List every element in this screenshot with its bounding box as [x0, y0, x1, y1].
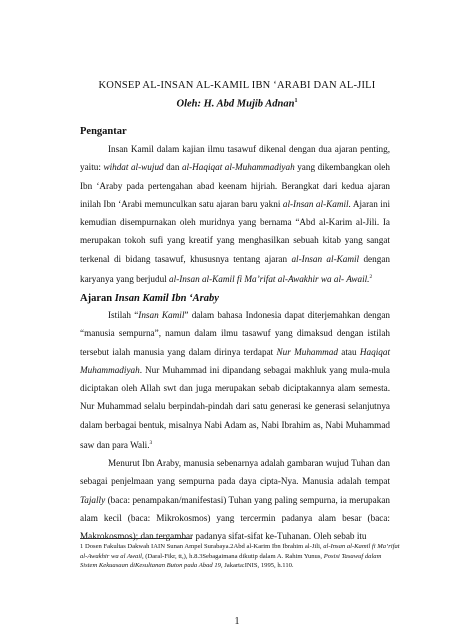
heading-part-1: Ajaran	[80, 293, 115, 304]
footnotes	[80, 542, 400, 571]
text-line: Muhammadiyah. Nur Muhammad ini dipandang sebagai makhluk yang mula-mula	[80, 364, 390, 375]
paragraph-ajaran-1	[80, 306, 390, 454]
author-name: Oleh: H. Abd Mujib Adnan	[176, 98, 295, 110]
heading-part-2: Insan Kamil Ibn ‘Araby	[114, 293, 219, 304]
text-line: merupakan tokoh sufi yang kreatif yang menghasilkan sebuah kitab yang sangat	[80, 235, 390, 246]
text-line: Ibn ‘Araby pada pertengahan abad keenam hijriah. Berangkat dari kedua ajaran	[80, 180, 390, 191]
author-line	[0, 98, 474, 110]
text-line: Tajally (baca: penampakan/manifestasi) Tuhan yang paling sempurna, ia merupakan	[80, 494, 390, 505]
text-line: diciptakan oleh Allah swt dan juga merupakan sebab diciptakannya alam semesta.	[80, 383, 390, 394]
footnote-separator	[80, 538, 192, 539]
text-line: Makrokosmos); dan tergambar padanya sifat-sifat ke-Tuhanan. Oleh sebab itu	[80, 531, 367, 542]
text-line: “manusia sempurna”, namun dalam ilmu tasawuf yang dimaksud dengan istilah	[80, 328, 390, 339]
text-line: tersebut ialah manusia yang dalam dirinya terdapat Nur Muhammad atau Haqiqat	[80, 346, 390, 357]
text-line: alam kecil (baca: Mikrokosmos) yang tercermin padanya alam besar (baca:	[80, 512, 390, 523]
text-line: karyanya yang berjudul al-Insan al-Kamil fi Ma’rifat al-Awakhir wa al- Awail.$^2$	[80, 274, 373, 285]
text-line: Nur Muhammad selalu berpindah-pindah dari satu generasi ke generasi selanjutnya	[80, 401, 390, 412]
text-line: sebagai penjelmaan yang sempurna pada daya cipta-Nya. Manusia adalah tempat	[80, 476, 390, 487]
text-line: Insan Kamil dalam kajian ilmu tasawuf dikenal dengan dua ajaran penting,	[108, 144, 390, 154]
text-line: yaitu: wihdat al-wujud dan al-Haqiqat al-Muhammadiyah yang dikembangkan oleh	[80, 162, 390, 173]
page-number: 1	[234, 616, 240, 627]
footnote-line: 2Abd al-Karim Ibn Ibrahim al-Jili, al-Insan al-Kamil fi Ma’rifat al-Awakhir wa al Awail, (Dar	[80, 543, 400, 560]
text-line: dalam berbagai bentuk, misalnya Nabi Adam as, Nabi Ibrahim as, Nabi Muhammad	[80, 419, 390, 430]
text-line: inilah Ibn ‘Arabi memunculkan satu ajaran baru yakni al-Insan al-Kamil. Ajaran ini	[80, 198, 390, 209]
paragraph-ajaran-2	[80, 454, 390, 545]
text-line: saw dan para Wali.$^3$	[80, 440, 153, 451]
footnote-line: al-Fikr, tt,), h.8.	[157, 552, 200, 560]
footnote-line: 1 Dosen Fakultas Dakwah IAIN Sunan Ampel Surabaya.	[80, 543, 231, 550]
section-heading-ajaran	[80, 293, 219, 304]
footnote-line: Kesultanan Buton pada Abad 19, Jakarta:INIS, 1995, h.110.	[134, 562, 294, 569]
paragraph-pengantar	[80, 140, 390, 288]
text-line: kemudian disempurnakan oleh muridnya yang bernama “Abd al-Karim al-Jili. Ia	[80, 217, 390, 228]
text-line: Istilah “Insan Kamil” dalam bahasa Indonesia dapat diterjemahkan dengan	[108, 310, 390, 320]
footnote-line: 3Sebagaimana dikutip dalam A. Rahim Yunus, Posisi Tasawuf dalam Sistem Kekuasaan di	[80, 552, 382, 569]
section-heading-pengantar: Pengantar	[80, 126, 127, 137]
author-footnote-mark: 1	[294, 98, 298, 104]
text-line: Menurut Ibn Araby, manusia sebenarnya adalah gambaran wujud Tuhan dan	[108, 458, 390, 468]
paper-title: KONSEP AL-INSAN AL-KAMIL IBN ‘ARABI DAN AL-JILI	[98, 80, 376, 91]
text-line: terkenal di bidang tasawuf, khususnya tentang ajaran al-Insan al-Kamil dengan	[80, 253, 390, 264]
